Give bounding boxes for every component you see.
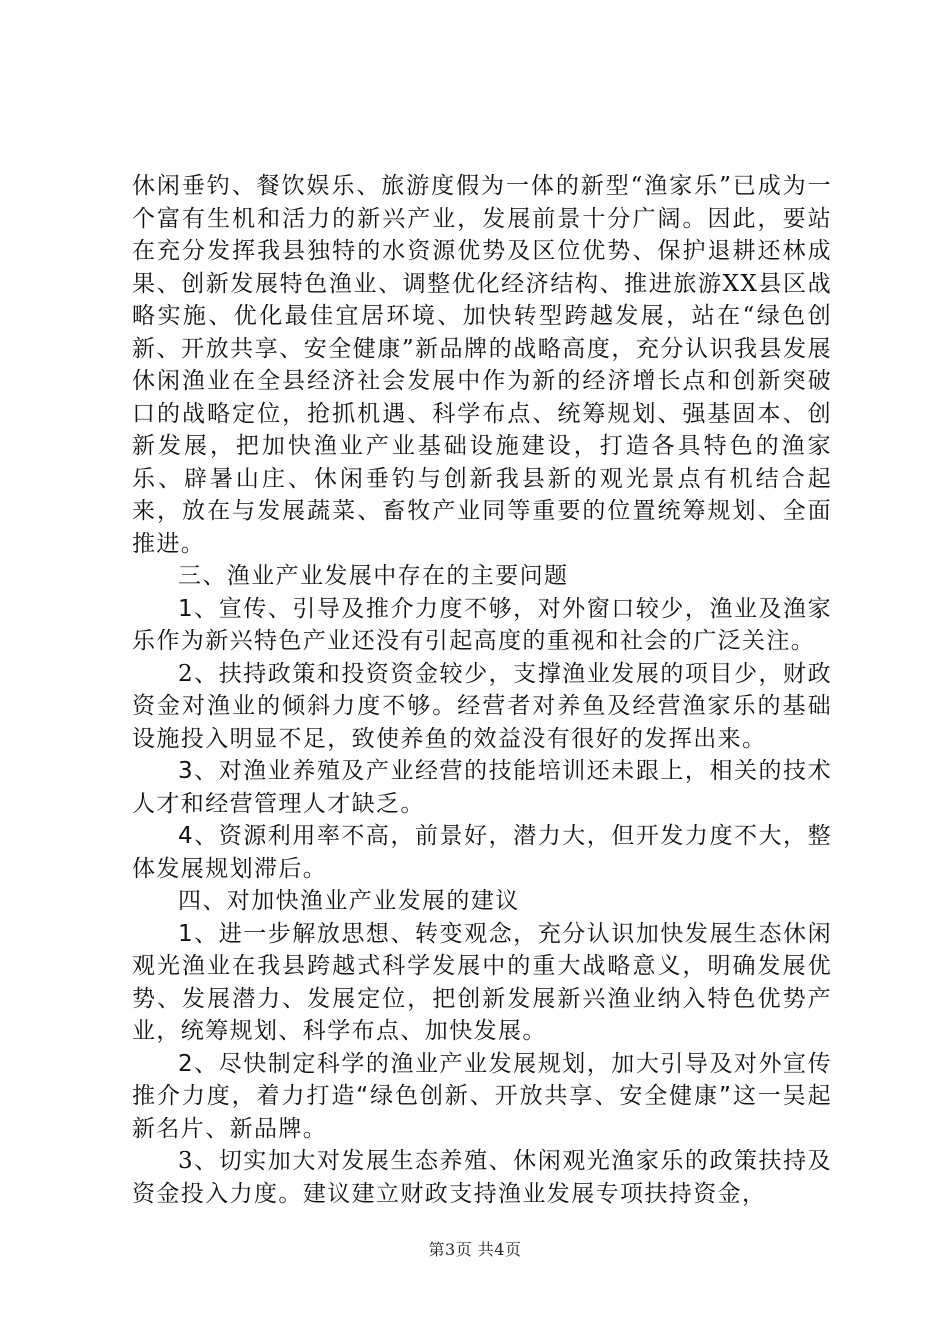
heading-section-four: 四、对加快渔业产业发展的建议 [178,888,520,914]
suggestion-item-1: 1、进一步解放思想、转变观念，充分认识加快发展生态休闲观光渔业在我县跨越式科学发展中的重大战略意义，明确发展优势、发展潜力、发展定位，把创新发展新兴渔业纳入特色优势产业，统筹规划、科学布点、加快发展。 [132,920,832,1044]
paragraph-strategy: 休闲垂钓、餐饮娱乐、旅游度假为一体的新型“渔家乐”已成为一个富有生机和活力的新兴产业，发展前景十分广阔。因此，要站在充分发挥我县独特的水资源优势及区位优势、保护退耕还林成果、创新发展特色渔业、调整优化经济结构、推进旅游XX县区战略实施、优化最佳宜居环境、加快转型跨越发展，站在“绿色创新、开放共享、安全健康”新品牌的战略高度，充分认识我县发展休闲渔业在全县经济社会发展中作为新的经济增长点和创新突破口的战略定位，抢抓机遇、科学布点、统筹规划、强基固本、创新发展，把加快渔业产业基础设施建设，打造各具特色的渔家乐、辟暑山庄、休闲垂钓与创新我县新的观光景点有机结合起来，放在与发展蔬菜、畜牧产业同等重要的位置统筹规划、全面推进。 [132,173,832,557]
problem-item-4: 4、资源利用率不高，前景好，潜力大，但开发力度不大，整体发展规划滞后。 [132,823,832,882]
document-body [132,170,832,1210]
problem-item-2-part-b: 经营者对养鱼及经营渔家乐的基础设施投入明显不足，致使养鱼的效益没有很好的发挥出来。 [132,693,833,752]
suggestion-item-3-part-a: 3、切实加大对发展生态养殖、休闲观光渔家乐的政策扶持及资金投入力度。 [132,1148,832,1207]
suggestion-item-3-part-b: 建议建立财政支持渔业发展专项扶持资金， [302,1180,767,1207]
problem-item-2-part-a: 2、扶持政策和投资资金较少，支撑渔业发展的项目少，财政资金对渔业的倾斜力度不够。 [132,660,832,719]
problem-item-3: 3、对渔业养殖及产业经营的技能培训还未跟上，相关的技术人才和经营管理人才缺乏。 [132,758,832,817]
page-number-footer: 第3页 共4页 [428,1240,522,1259]
problem-item-1: 1、宣传、引导及推介力度不够，对外窗口较少，渔业及渔家乐作为新兴特色产业还没有引起高度的重视和社会的广泛关注。 [132,595,832,654]
problem-item-2 [132,658,832,756]
suggestion-item-3 [132,1145,832,1210]
heading-section-three: 三、渔业产业发展中存在的主要问题 [178,563,569,589]
suggestion-item-2: 2、尽快制定科学的渔业产业发展规划，加大引导及对外宣传推介力度，着力打造“绿色创新、开放共享、安全健康”这一吴起新名片、新品牌。 [132,1050,832,1142]
